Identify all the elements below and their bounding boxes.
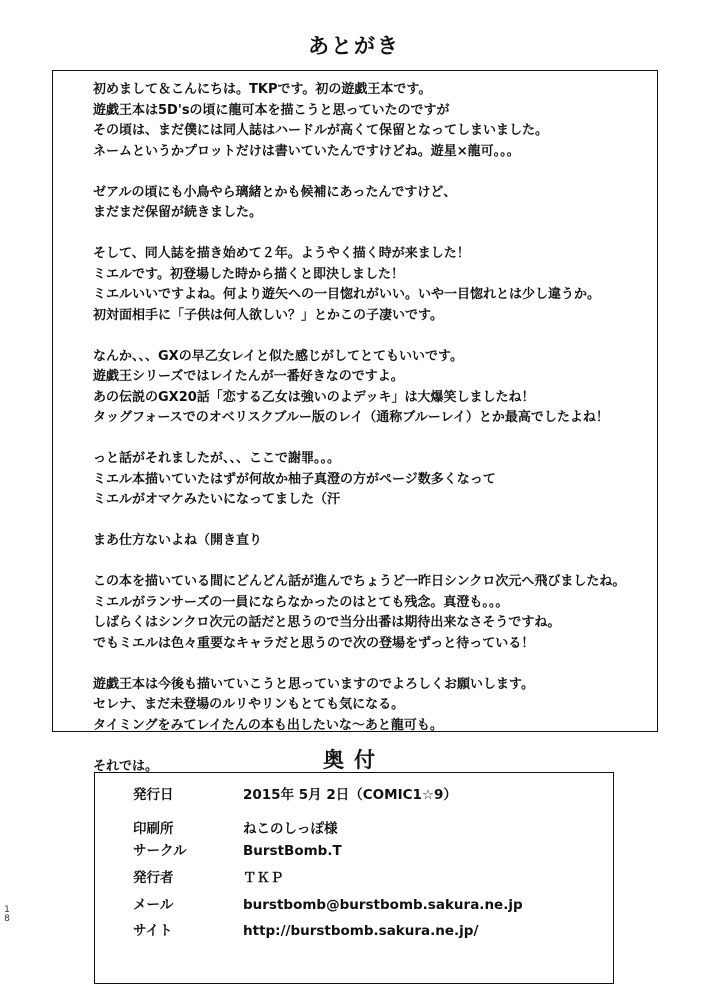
- page-number: 1 8: [4, 905, 10, 924]
- colophon-label: サークル: [133, 843, 187, 859]
- text-line: それでは。: [93, 758, 159, 774]
- colophon-row-site: [133, 920, 478, 942]
- afterword-text: [93, 80, 649, 777]
- colophon-label: メール: [133, 897, 174, 913]
- text-line: ゼアルの頃にも小鳥やら璃緒とかも候補にあったんですけど、: [93, 184, 457, 200]
- colophon-row-circle: [133, 840, 342, 862]
- text-line: この本を描いている間にどんどん話が進んでちょうど一昨日シンクロ次元へ飛びましたね。: [93, 574, 626, 589]
- colophon-label: 発行者: [133, 870, 174, 886]
- text-line: まあ仕方ないよね（開き直り: [93, 533, 263, 548]
- blank-line: [93, 654, 649, 675]
- colophon-value: burstbomb@burstbomb.sakura.ne.jp: [243, 897, 523, 913]
- colophon-value: ＴＫＰ: [243, 870, 284, 886]
- blank-line: [93, 429, 649, 450]
- text-line: しばらくはシンクロ次元の話だと思うので当分出番は期待出来なさそうですね。: [93, 615, 561, 630]
- text-line: ミエルいいですよね。何より遊矢への一目惚れがいい。いや一目惚れとは少し違うか。: [93, 287, 601, 302]
- text-line: なんか、、、GXの早乙女レイと似た感じがしてとてもいいです。: [93, 348, 464, 364]
- blank-line: [93, 224, 649, 245]
- text-line: あの伝説のGX20話「恋する乙女は強いのよデッキ」は大爆笑しましたね！: [93, 389, 535, 405]
- blank-line: [93, 326, 649, 347]
- text-line: 初めまして＆こんにちは。TKPです。初の遊戯王本です。: [93, 82, 432, 97]
- colophon-value: BurstBomb.T: [243, 843, 342, 859]
- text-line: っと話がそれましたが、、、ここで謝罪。。。: [93, 451, 341, 466]
- colophon-row-printer: [133, 818, 338, 840]
- text-line: ミエルがランサーズの一員にならなかったのはとても残念。真澄も。。。: [93, 594, 509, 610]
- afterword-title: あとがき: [308, 34, 400, 58]
- colophon-value: http://burstbomb.sakura.ne.jp/: [243, 923, 479, 939]
- colophon-box: [94, 772, 614, 984]
- colophon-title: 奥付: [323, 748, 385, 772]
- text-line: タッグフォースでのオベリスクブルー版のレイ（通称ブルーレイ）とか最高でしたよね！: [93, 410, 609, 425]
- text-line: まだまだ保留が続きました。: [93, 205, 263, 220]
- colophon-label: 印刷所: [133, 821, 174, 837]
- text-line: 遊戯王シリーズではレイたんが一番好きなのですよ。: [93, 369, 404, 384]
- blank-line: [93, 162, 649, 183]
- text-line: 遊戯王本は今後も描いていこうと思っていますのでよろしくお願いします。: [93, 676, 534, 692]
- text-line: タイミングをみてレイたんの本も出したいな～あと龍可も。: [93, 717, 443, 733]
- blank-line: [93, 511, 649, 532]
- colophon-row-date: [133, 784, 457, 806]
- colophon-value: 2015年 5月 2日（COMIC1☆9）: [243, 787, 457, 803]
- text-line: ミエルがオマケみたいになってました（汗: [93, 492, 341, 507]
- text-line: ミエルです。初登場した時から描くと即決しました！: [93, 266, 404, 282]
- text-line: 遊戯王本は5D'sの頃に龍可本を描こうと思っていたのですが: [93, 102, 450, 118]
- text-line: ミエル本描いていたはずが何故か柚子真澄の方がページ数多くなって: [93, 471, 496, 487]
- blank-line: [93, 552, 649, 573]
- colophon-label: 発行日: [133, 787, 174, 803]
- text-line: ネームというかプロットだけは書いていたんですけどね。遊星×龍可。。。: [93, 143, 520, 159]
- colophon-row-publisher: [133, 867, 284, 889]
- text-line: セレナ、まだ未登場のルリやリンもとても気になる。: [93, 697, 405, 712]
- colophon-label: サイト: [133, 923, 173, 939]
- text-line: でもミエルは色々重要なキャラだと思うので次の登場をずっと待っている！: [93, 635, 535, 651]
- colophon-value: ねこのしっぽ様: [243, 821, 338, 837]
- colophon-row-email: [133, 894, 523, 916]
- text-line: その頃は、まだ僕には同人誌はハードルが高くて保留となってしまいました。: [93, 123, 549, 138]
- text-line: そして、同人誌を描き始めて２年。ようやく描く時が来ました！: [93, 246, 470, 261]
- text-line: 初対面相手に「子供は何人欲しい？」とかこの子凄いです。: [93, 307, 443, 323]
